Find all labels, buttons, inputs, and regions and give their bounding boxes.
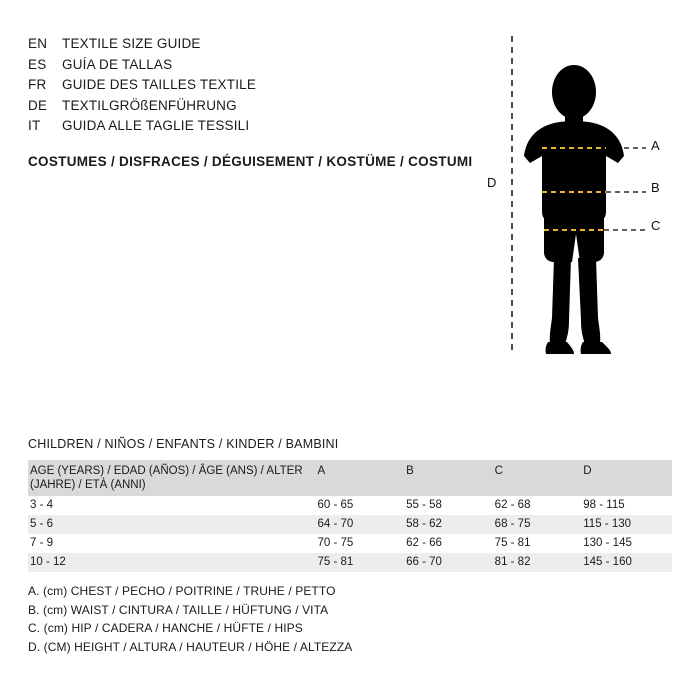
header-c: C [494,465,503,477]
children-section-title: CHILDREN / NIÑOS / ENFANTS / KINDER / BAMBINI [28,437,339,451]
cell-c: 62 - 68 [494,499,531,511]
cell-a: 70 - 75 [317,537,354,549]
cell-b: 62 - 66 [406,537,442,549]
language-text-fr: GUIDE DES TAILLES TEXTILE [62,77,257,92]
body-measurement-diagram [470,20,680,380]
header-age: AGE (YEARS) / EDAD (AÑOS) / ÂGE (ANS) / ALTER (JAHRE) / ETÀ (ANNI) [30,465,303,491]
marker-label-a: A [651,138,660,153]
silhouette-svg [470,20,680,380]
size-table [28,460,672,572]
child-silhouette [524,65,624,354]
size-table-head [28,460,672,496]
header-a: A [317,465,326,477]
cell-a: 64 - 70 [317,518,354,530]
language-code-en: EN [28,36,48,51]
cell-age: 5 - 6 [30,518,54,530]
language-text-es: GUÍA DE TALLAS [62,56,173,72]
cell-age: 3 - 4 [30,499,54,511]
language-text-de: TEXTILGRÖßENFÜHRUNG [62,97,237,113]
size-table-section [28,437,672,572]
language-row-es [28,55,478,76]
language-row-en [28,34,478,55]
language-text-en: TEXTILE SIZE GUIDE [62,36,201,51]
legend-item-b: B. (cm) WAIST / CINTURA / TAILLE / HÜFTUNG / VITA [28,602,329,617]
costumes-subtitle: COSTUMES / DISFRACES / DÉGUISEMENT / KOSTÜME / COSTUMI [28,153,473,169]
cell-d: 98 - 115 [583,499,625,511]
cell-c: 81 - 82 [494,556,531,568]
cell-b: 55 - 58 [406,499,442,511]
marker-label-b: B [651,180,660,195]
language-code-de: DE [28,97,48,113]
marker-label-d: D [487,175,497,190]
language-row-fr [28,75,478,96]
table-header-row [28,460,672,496]
marker-label-c: C [651,218,661,233]
language-code-it: IT [28,118,41,133]
language-code-fr: FR [28,77,47,92]
cell-a: 75 - 81 [317,556,354,568]
language-row-it [28,116,478,137]
table-row [28,553,672,572]
table-row [28,515,672,534]
cell-d: 115 - 130 [583,518,632,530]
language-row-de [28,96,478,117]
cell-b: 58 - 62 [406,518,442,530]
header-b: B [406,465,414,477]
cell-age: 7 - 9 [30,537,54,549]
language-code-es: ES [28,56,47,72]
header-d: D [583,465,592,477]
cell-age: 10 - 12 [30,556,66,568]
legend-item-c: C. (cm) HIP / CADERA / HANCHE / HÜFTE / HIPS [28,621,303,635]
measurement-legend [28,582,528,656]
cell-c: 68 - 75 [494,518,531,530]
header-block [28,34,478,169]
table-row [28,534,672,553]
legend-item-d: D. (CM) HEIGHT / ALTURA / HAUTEUR / HÖHE / ALTEZZA [28,639,353,654]
table-row [28,496,672,515]
cell-c: 75 - 81 [494,537,531,549]
language-text-it: GUIDA ALLE TAGLIE TESSILI [62,118,250,133]
cell-d: 145 - 160 [583,556,632,568]
legend-item-a: A. (cm) CHEST / PECHO / POITRINE / TRUHE / PETTO [28,584,336,598]
size-table-body [28,496,672,572]
cell-b: 66 - 70 [406,556,442,568]
cell-a: 60 - 65 [317,499,354,511]
cell-d: 130 - 145 [583,537,632,549]
